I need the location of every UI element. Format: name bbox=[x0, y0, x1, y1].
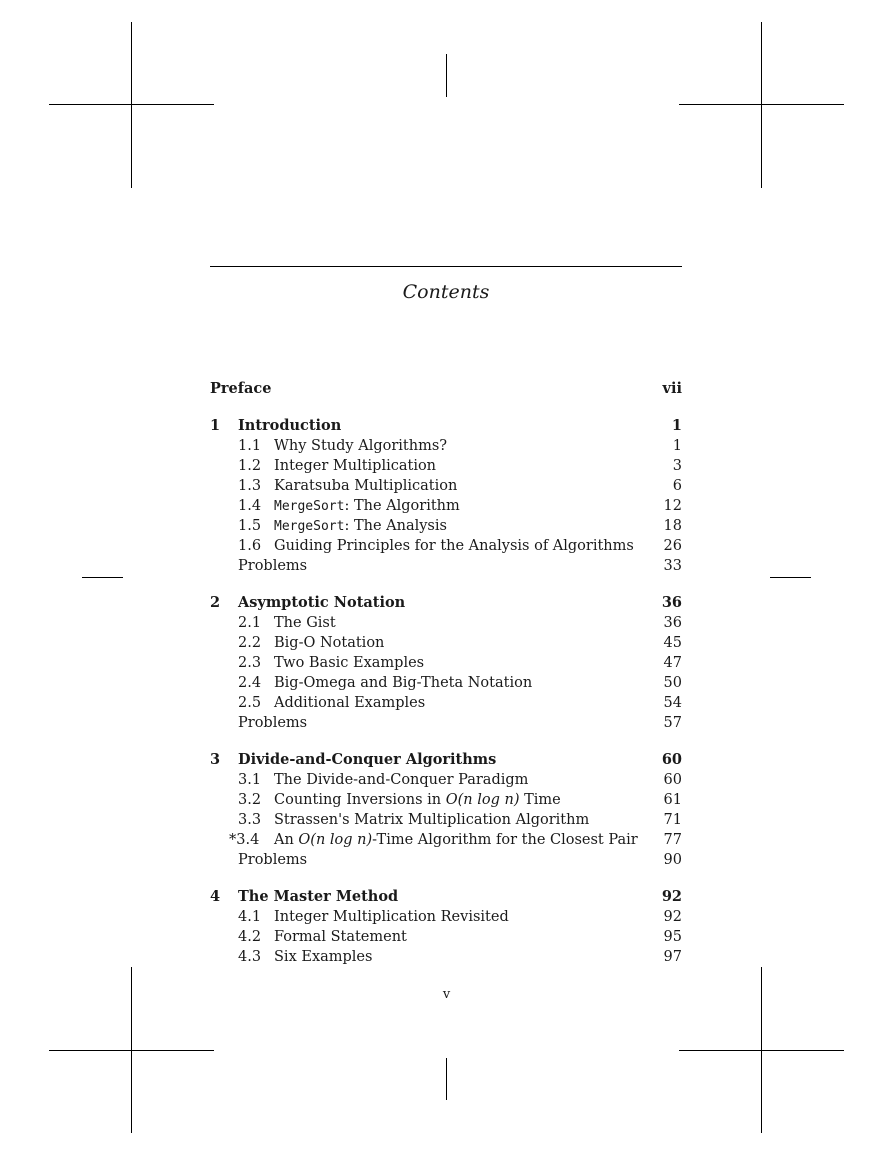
toc-section bbox=[210, 613, 682, 633]
problems-label: Problems bbox=[238, 852, 308, 868]
section-title: Strassen's Matrix Multiplication Algorithm bbox=[274, 812, 590, 828]
chapter-title: Asymptotic Notation bbox=[238, 594, 406, 611]
toc-page-number: 33 bbox=[663, 558, 682, 574]
crop-mark bbox=[679, 1050, 844, 1051]
toc-problems bbox=[210, 713, 682, 733]
section-title: Big-Omega and Big-Theta Notation bbox=[274, 675, 533, 691]
crop-mark bbox=[131, 22, 132, 188]
section-title: The Divide-and-Conquer Paradigm bbox=[274, 772, 529, 788]
toc-page-number: 6 bbox=[672, 478, 682, 494]
toc-page-number: 1 bbox=[672, 438, 682, 454]
chapter-title: Divide-and-Conquer Algorithms bbox=[238, 751, 497, 768]
section-title: Big-O Notation bbox=[274, 635, 385, 651]
chapter-number: 1 bbox=[210, 417, 221, 434]
toc-preface bbox=[210, 379, 682, 399]
page-folio: v bbox=[442, 987, 451, 1002]
toc-chapter bbox=[210, 416, 682, 436]
crop-mark bbox=[82, 577, 123, 578]
section-title: Karatsuba Multiplication bbox=[274, 478, 458, 494]
crop-mark bbox=[49, 1050, 214, 1051]
crop-mark bbox=[761, 22, 762, 188]
section-title: Six Examples bbox=[274, 949, 373, 965]
toc-chapter bbox=[210, 593, 682, 613]
section-title-rest: : The Algorithm bbox=[344, 498, 460, 514]
toc-section bbox=[210, 810, 682, 830]
toc-section bbox=[210, 436, 682, 456]
crop-mark bbox=[446, 1058, 447, 1100]
math-expression: O(n log n) bbox=[445, 792, 520, 808]
section-title bbox=[274, 830, 638, 850]
section-number: 4.3 bbox=[238, 949, 262, 965]
section-number: 1.6 bbox=[238, 538, 262, 554]
section-title: Why Study Algorithms? bbox=[274, 438, 448, 454]
code-name: MergeSort bbox=[274, 519, 345, 534]
section-title-rest: : The Analysis bbox=[344, 518, 447, 534]
toc-page-number: 90 bbox=[663, 852, 682, 868]
section-title: Additional Examples bbox=[274, 695, 426, 711]
toc-page-number: 3 bbox=[672, 458, 682, 474]
section-number: 2.3 bbox=[238, 655, 262, 671]
toc-section bbox=[210, 633, 682, 653]
toc-page-number: 50 bbox=[663, 675, 682, 691]
section-title-pre: An bbox=[274, 832, 299, 848]
section-title-post: Time bbox=[519, 792, 561, 808]
section-title: Formal Statement bbox=[274, 929, 407, 945]
toc-page-number: 71 bbox=[663, 812, 682, 828]
table-of-contents bbox=[210, 379, 682, 967]
toc-page-number: 95 bbox=[663, 929, 682, 945]
toc-page-number: 47 bbox=[663, 655, 682, 671]
section-title: The Gist bbox=[274, 615, 336, 631]
section-number: 3.1 bbox=[238, 772, 262, 788]
toc-page-number: 61 bbox=[663, 792, 682, 808]
toc-section bbox=[210, 673, 682, 693]
toc-section bbox=[210, 516, 682, 536]
toc-page-number: 60 bbox=[661, 751, 682, 768]
toc-page-number: 1 bbox=[671, 417, 682, 434]
section-title: Two Basic Examples bbox=[274, 655, 425, 671]
toc-chapter bbox=[210, 887, 682, 907]
toc-section bbox=[210, 830, 682, 850]
toc-page-number: vii bbox=[662, 380, 682, 397]
toc-page-number: 45 bbox=[663, 635, 682, 651]
math-expression: O(n log n) bbox=[298, 832, 373, 848]
toc-section bbox=[210, 770, 682, 790]
section-number: 1.4 bbox=[238, 498, 262, 514]
toc-chapter bbox=[210, 750, 682, 770]
code-name: MergeSort bbox=[274, 499, 345, 514]
chapter-number: 2 bbox=[210, 594, 221, 611]
toc-page-number: 54 bbox=[663, 695, 682, 711]
section-number: 1.2 bbox=[238, 458, 262, 474]
toc-section bbox=[210, 653, 682, 673]
section-title-post: -Time Algorithm for the Closest Pair bbox=[372, 832, 638, 848]
toc-page-number: 12 bbox=[663, 498, 682, 514]
crop-mark bbox=[770, 577, 811, 578]
section-title bbox=[274, 496, 460, 517]
crop-mark bbox=[49, 104, 214, 105]
section-number: 2.2 bbox=[238, 635, 262, 651]
toc-section bbox=[210, 947, 682, 967]
section-number: 4.1 bbox=[238, 909, 262, 925]
toc-problems bbox=[210, 850, 682, 870]
section-number: 2.5 bbox=[238, 695, 262, 711]
section-title: Guiding Principles for the Analysis of Algorithms bbox=[274, 538, 634, 554]
page-title: Contents bbox=[402, 281, 490, 303]
section-number: 2.4 bbox=[238, 675, 262, 691]
toc-problems bbox=[210, 556, 682, 576]
section-title bbox=[274, 790, 561, 810]
section-number: *3.4 bbox=[229, 832, 260, 848]
toc-section bbox=[210, 456, 682, 476]
problems-label: Problems bbox=[238, 715, 308, 731]
chapter-number: 3 bbox=[210, 751, 221, 768]
toc-section bbox=[210, 476, 682, 496]
toc-page-number: 57 bbox=[663, 715, 682, 731]
section-number: 3.2 bbox=[238, 792, 262, 808]
toc-section bbox=[210, 907, 682, 927]
chapter-number: 4 bbox=[210, 888, 221, 905]
toc-entry-title: Preface bbox=[210, 380, 272, 397]
toc-page-number: 36 bbox=[663, 615, 682, 631]
section-number: 3.3 bbox=[238, 812, 262, 828]
toc-page-number: 92 bbox=[663, 909, 682, 925]
section-number: 1.3 bbox=[238, 478, 262, 494]
toc-page-number: 60 bbox=[663, 772, 682, 788]
section-number: 2.1 bbox=[238, 615, 262, 631]
section-title bbox=[274, 516, 447, 537]
section-title: Integer Multiplication Revisited bbox=[274, 909, 509, 925]
section-title: Integer Multiplication bbox=[274, 458, 437, 474]
section-number: 1.1 bbox=[238, 438, 262, 454]
crop-mark bbox=[679, 104, 844, 105]
toc-page-number: 18 bbox=[663, 518, 682, 534]
section-number: 1.5 bbox=[238, 518, 262, 534]
toc-section bbox=[210, 496, 682, 516]
crop-mark bbox=[446, 54, 447, 97]
toc-section bbox=[210, 790, 682, 810]
toc-section bbox=[210, 927, 682, 947]
toc-page-number: 92 bbox=[661, 888, 682, 905]
toc-section bbox=[210, 536, 682, 556]
toc-page-number: 97 bbox=[663, 949, 682, 965]
section-title-pre: Counting Inversions in bbox=[274, 792, 446, 808]
chapter-title: Introduction bbox=[238, 417, 342, 434]
problems-label: Problems bbox=[238, 558, 308, 574]
chapter-title: The Master Method bbox=[238, 888, 399, 905]
section-number: 4.2 bbox=[238, 929, 262, 945]
toc-page-number: 36 bbox=[661, 594, 682, 611]
toc-section bbox=[210, 693, 682, 713]
toc-page-number: 77 bbox=[663, 832, 682, 848]
header-rule bbox=[210, 266, 682, 267]
toc-page-number: 26 bbox=[663, 538, 682, 554]
